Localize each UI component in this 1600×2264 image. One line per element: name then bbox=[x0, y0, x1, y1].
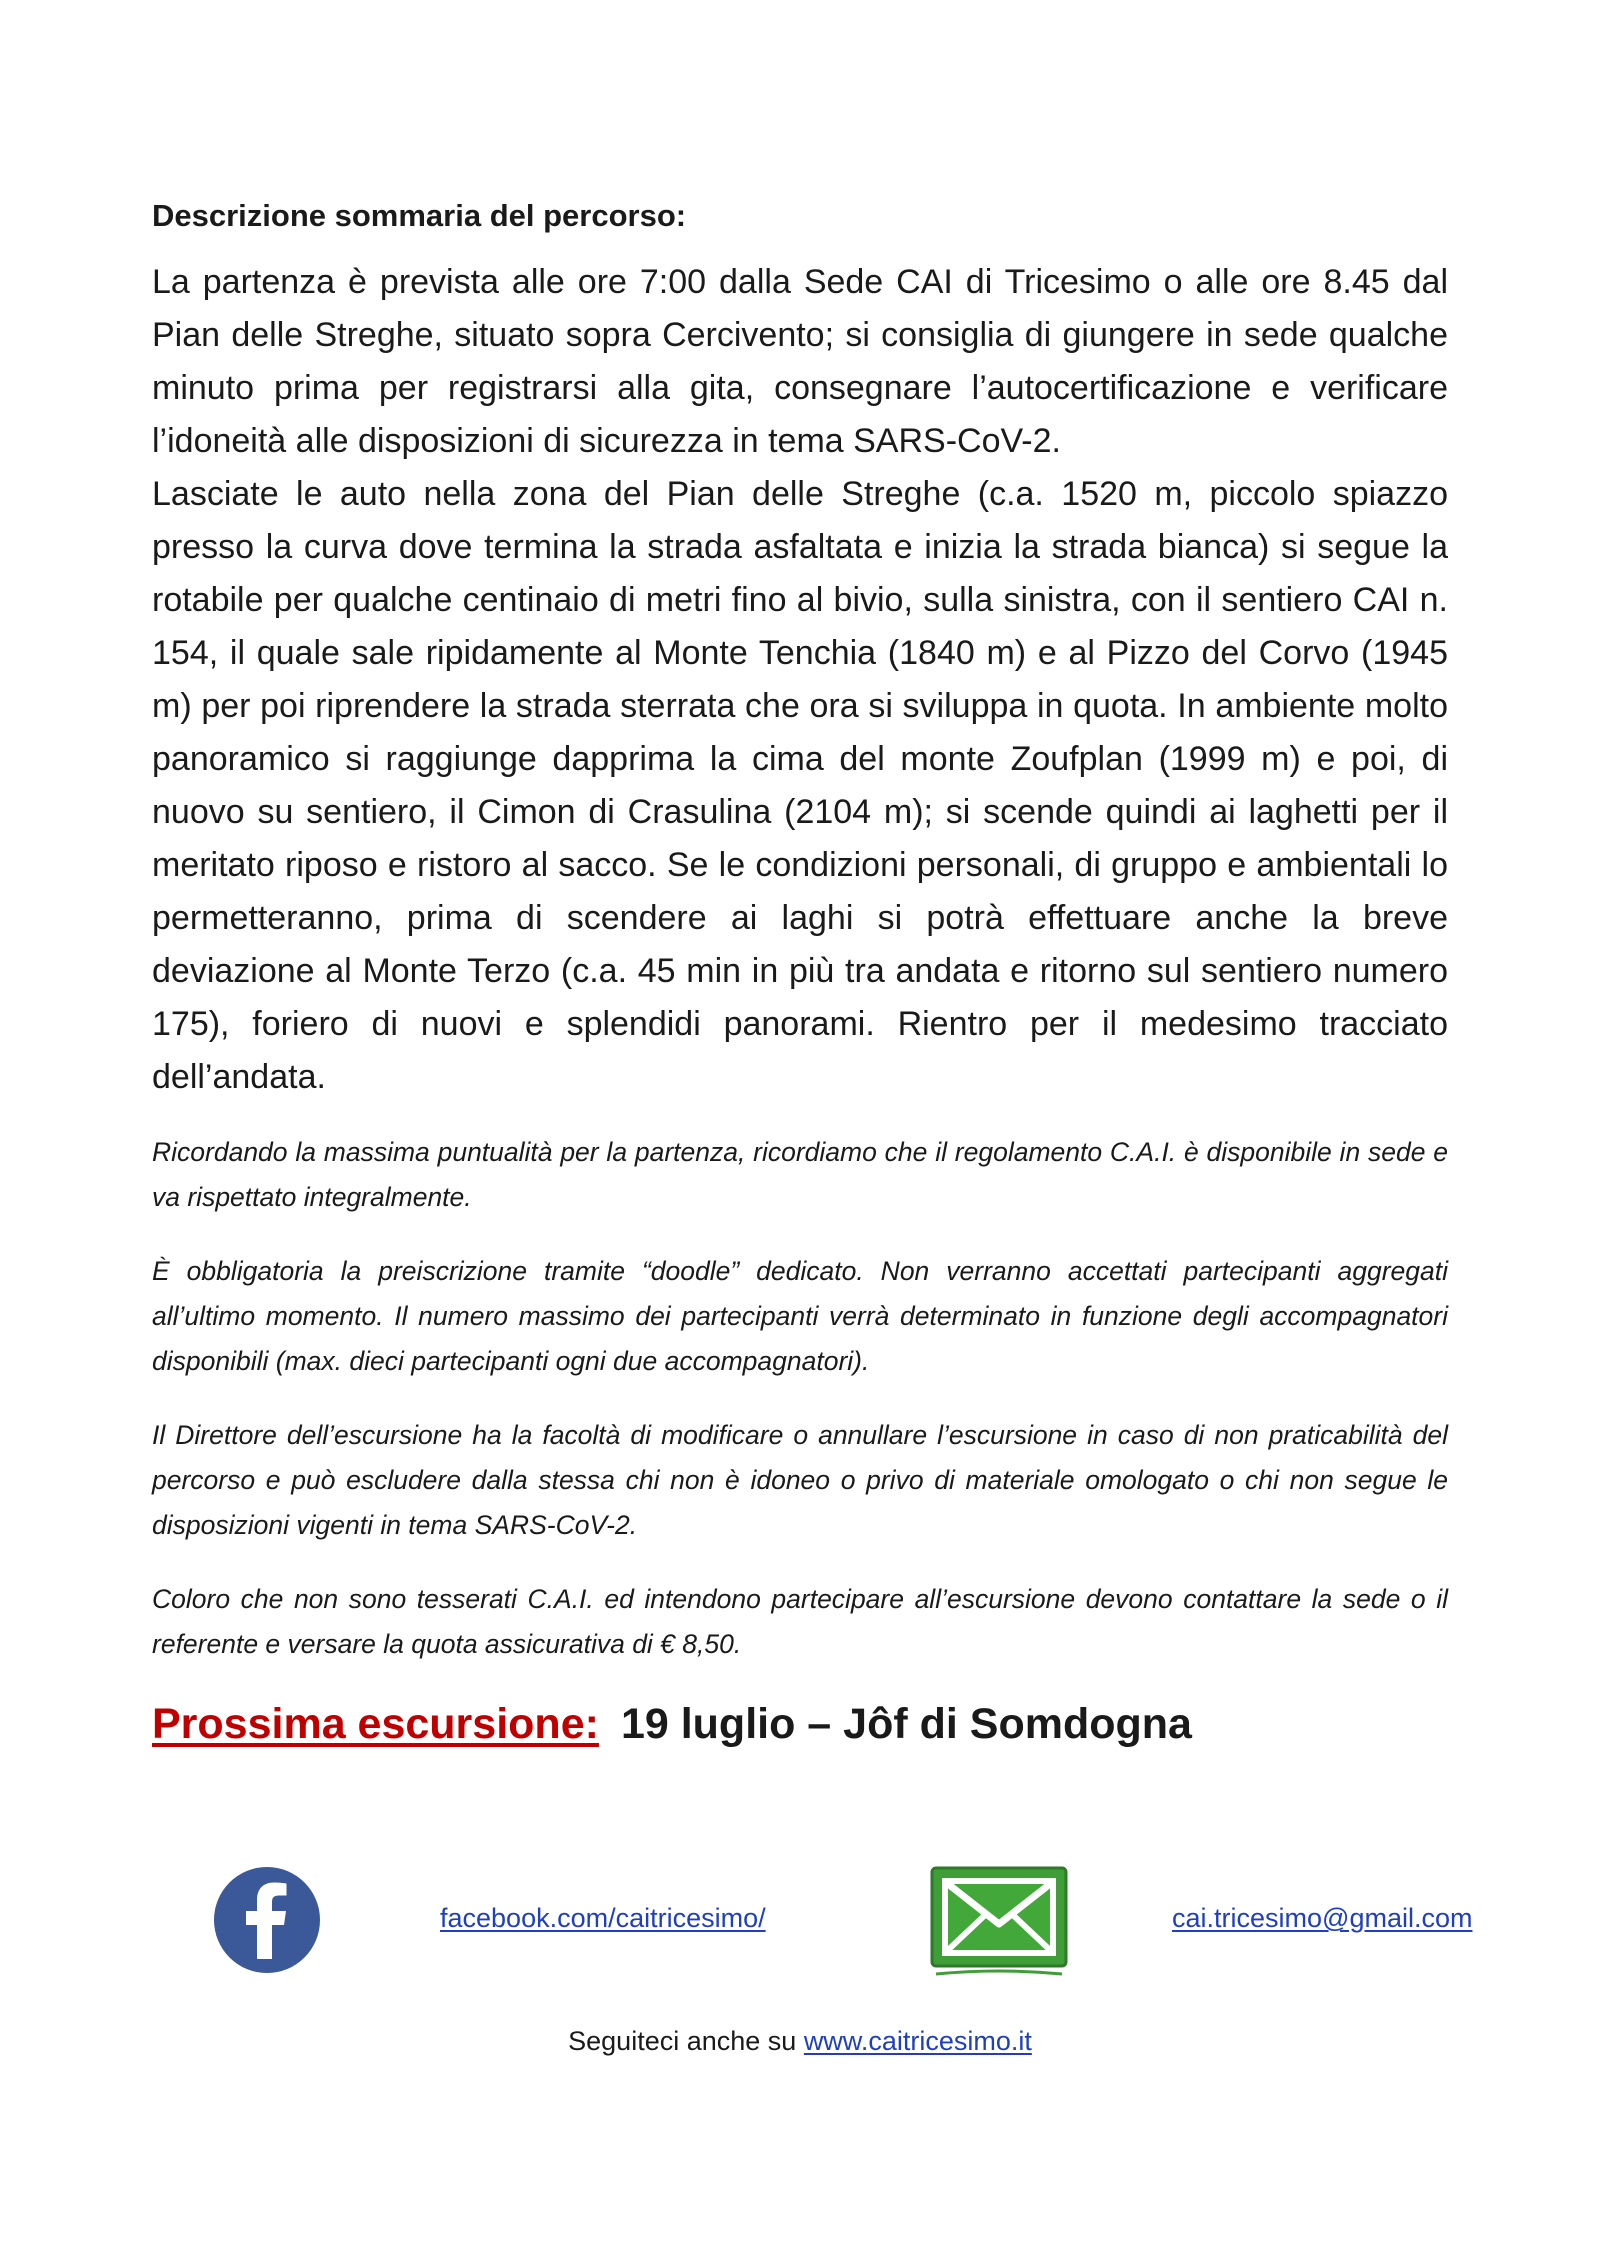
note-insurance: Coloro che non sono tesserati C.A.I. ed intendono partecipare all’escursione devono contattare la sede o il referente e versare la quota assicurativa di € 8,50. bbox=[152, 1584, 1448, 1659]
notes-section bbox=[152, 1130, 1448, 1667]
envelope-icon[interactable] bbox=[926, 1862, 1072, 1980]
facebook-icon[interactable] bbox=[212, 1865, 322, 1975]
website-link[interactable]: www.caitricesimo.it bbox=[803, 2026, 1032, 2056]
next-excursion bbox=[152, 1696, 1448, 1752]
next-excursion-value: 19 luglio – Jôf di Somdogna bbox=[620, 1700, 1192, 1748]
section-heading: Descrizione sommaria del percorso: bbox=[152, 198, 687, 233]
facebook-link[interactable]: facebook.com/caitricesimo/ bbox=[440, 1903, 766, 1933]
note-director: Il Direttore dell’escursione ha la facoltà di modificare o annullare l’escursione in caso di non praticabilità del percorso e può escludere dalla stessa chi non è idoneo o privo di materiale omologato o chi non segue le disposizioni vigenti in tema SARS-CoV-2. bbox=[152, 1420, 1448, 1540]
note-registration: È obbligatoria la preiscrizione tramite “doodle” dedicato. Non verranno accettati partecipanti aggregati all’ultimo momento. Il numero massimo dei partecipanti verrà determinato in funzione degli accompagnatori disponibili (max. dieci partecipanti ogni due accompagnatori). bbox=[152, 1256, 1448, 1376]
footer-text: Seguiteci anche su bbox=[568, 2026, 804, 2056]
footer-follow bbox=[0, 2023, 1600, 2059]
email-link[interactable]: cai.tricesimo@gmail.com bbox=[1172, 1903, 1473, 1933]
content-area bbox=[152, 196, 1448, 1752]
paragraph-route: Lasciate le auto nella zona del Pian delle Streghe (c.a. 1520 m, piccolo spiazzo presso la curva dove termina la strada asfaltata e inizia la strada bianca) si segue la rotabile per qualche centinaio di metri fino al bivio, sulla sinistra, con il sentiero CAI n. 154, il quale sale ripidamente al Monte Tenchia (1840 m) e al Pizzo del Corvo (1945 m) per poi riprendere la strada sterrata che ora si sviluppa in quota. In ambiente molto panoramico si raggiunge dapprima la cima del monte Zoufplan (1999 m) e poi, di nuovo su sentiero, il Cimon di Crasulina (2104 m); si scende quindi ai laghetti per il meritato riposo e ristoro al sacco. Se le condizioni personali, di gruppo e ambientali lo permetteranno, prima di scendere ai laghi si potrà effettuare anche la breve deviazione al Monte Terzo (c.a. 45 min in più tra andata e ritorno sul sentiero numero 175), foriero di nuovi e splendidi panorami. Rientro per il medesimo tracciato dell’andata. bbox=[152, 475, 1448, 1096]
note-punctuality: Ricordando la massima puntualità per la partenza, ricordiamo che il regolamento C.A.I. è disponibile in sede e va rispettato integralmente. bbox=[152, 1137, 1448, 1212]
next-excursion-label: Prossima escursione: bbox=[152, 1700, 599, 1748]
paragraph-departure: La partenza è prevista alle ore 7:00 dalla Sede CAI di Tricesimo o alle ore 8.45 dal Pian delle Streghe, situato sopra Cercivento; si consiglia di giungere in sede qualche minuto prima per registrarsi alla gita, consegnare l’autocertificazione e verificare l’idoneità alle disposizioni di sicurezza in tema SARS-CoV-2. bbox=[152, 263, 1448, 460]
